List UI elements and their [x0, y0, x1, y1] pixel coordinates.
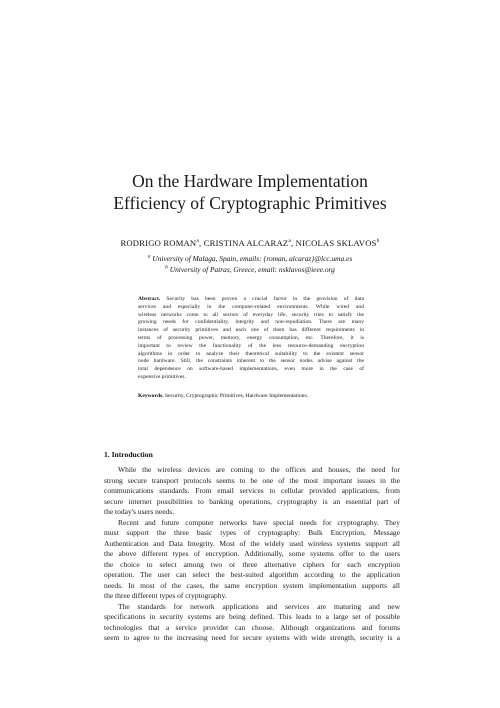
abstract-text: services and especially in the computer-related environments. While wired and: [138, 303, 364, 310]
abstract-text: growing needs for confidentiality, integrity and non-repudiation. There are many: [138, 319, 364, 326]
body-line: the three different types of cryptography.: [104, 591, 227, 600]
abstract-line: [138, 358, 364, 366]
affiliation-text: University of Malaga, Spain, emails: {roman, alcaraz}@lcc.uma.es: [152, 254, 353, 263]
abstract-label: Abstract.: [138, 296, 161, 302]
abstract-text: expensive primitives.: [138, 373, 186, 380]
body-line: must support the three basic types of cryptography: Bulk Encryption, Message: [104, 528, 400, 537]
title-line-2: Efficiency of Cryptographic Primitives: [113, 193, 387, 213]
body-line: The standards for network applications and services are maturing and new: [118, 601, 400, 611]
abstract-text: instances of security primitives and each one of them has different requirements in: [138, 327, 364, 334]
body-paragraph: [104, 602, 400, 644]
abstract-text: total dependence on software-based implementations, even more in the case of: [138, 366, 364, 373]
author-name: RODRIGO ROMAN: [120, 238, 197, 248]
abstract-text: terms of processing power, memory, energy consumption, etc. Therefore, it is: [138, 334, 364, 341]
affiliations: [70, 253, 430, 275]
abstract-line: [138, 374, 364, 382]
abstract-text: Security has been proven a crucial factor in the provision of data: [160, 296, 364, 302]
author-name: NICOLAS SKLAVOS: [295, 238, 377, 248]
body-line: technologies that a service provider can choose. Although organizations and forums: [104, 622, 400, 632]
body-line: secure internet possibilities to banking operations, cryptography is an essential part of: [104, 496, 400, 506]
abstract-text: wireless networks come to all sectors of everyday life, security tries to satisfy the: [138, 311, 364, 318]
body-paragraph: [104, 465, 400, 518]
body-line: operation. The user can select the best-suited algorithm according to the application: [104, 570, 400, 579]
body-line: Recent and future computer networks have special needs for cryptography. They: [118, 517, 400, 527]
body-line: the above different types of encryption. Additionally, some systems offer to the users: [104, 549, 400, 558]
body-line: specifications in security systems are being defined. This leads to a large set of possible: [104, 612, 400, 621]
abstract-line: [138, 335, 364, 343]
section-heading: 1. Introduction: [104, 450, 153, 459]
body-line: communications standards. From email services to cellular provided applications, from: [104, 486, 400, 495]
title-line-1: On the Hardware Implementation: [132, 171, 368, 191]
affiliation-line: [70, 253, 430, 264]
affiliation-mark: b: [165, 264, 168, 271]
body-line: the choice to select among two or three alternative ciphers for each encryption: [104, 559, 400, 569]
keywords: [138, 392, 378, 400]
abstract-line: [138, 351, 364, 359]
abstract-line: [138, 343, 364, 351]
author-affil-mark: b: [376, 238, 380, 245]
keywords-label: Keywords.: [138, 393, 164, 399]
body-line: strong secure transport protocols seems to be one of the most important issues in the: [104, 475, 400, 485]
abstract-text: algorithms in order to analyze their theoretical suitability to the existent sensor: [138, 350, 364, 357]
affiliation-text: University of Patras, Greece, email: nsklavos@ieee.org: [169, 265, 335, 274]
body-paragraph: [104, 518, 400, 602]
affiliation-line: [70, 264, 430, 275]
abstract-line: [138, 304, 364, 312]
author-list: RODRIGO ROMAN$^a$, CRISTINA ALCARAZ$^a$, NICOLAS SKLAVOS$^b$: [120, 238, 380, 248]
abstract-line: [138, 327, 364, 335]
body-line: the today's users needs.: [104, 507, 175, 516]
author-affil-mark: a: [288, 238, 291, 245]
author-affil-mark: a: [196, 238, 199, 245]
author-name: CRISTINA ALCARAZ: [203, 238, 289, 248]
abstract-line: [138, 366, 364, 374]
abstract-line: [138, 296, 364, 304]
abstract-text: important to review the functionality of the less resource-demanding encryption: [138, 342, 364, 349]
abstract-text: node hardware. Still, the constraints inherent to the sensor nodes advise against the: [138, 358, 364, 365]
paper-title: [60, 170, 440, 214]
body-line: seem to agree to the increasing need for secure systems with wide strength, security is a: [104, 633, 400, 642]
body-line: needs. In most of the cases, the same encryption system implementation supports all: [104, 580, 400, 590]
abstract: [138, 296, 364, 382]
keywords-text: Security, Cryptographic Primitives, Hardware Implementations.: [163, 393, 309, 399]
body-text: [104, 465, 400, 644]
body-line: Authentication and Data Integrity. Most of the widely used wireless systems support all: [104, 538, 400, 548]
affiliation-mark: a: [147, 253, 151, 260]
body-line: While the wireless devices are coming to the offices and houses, the need for: [118, 465, 400, 474]
